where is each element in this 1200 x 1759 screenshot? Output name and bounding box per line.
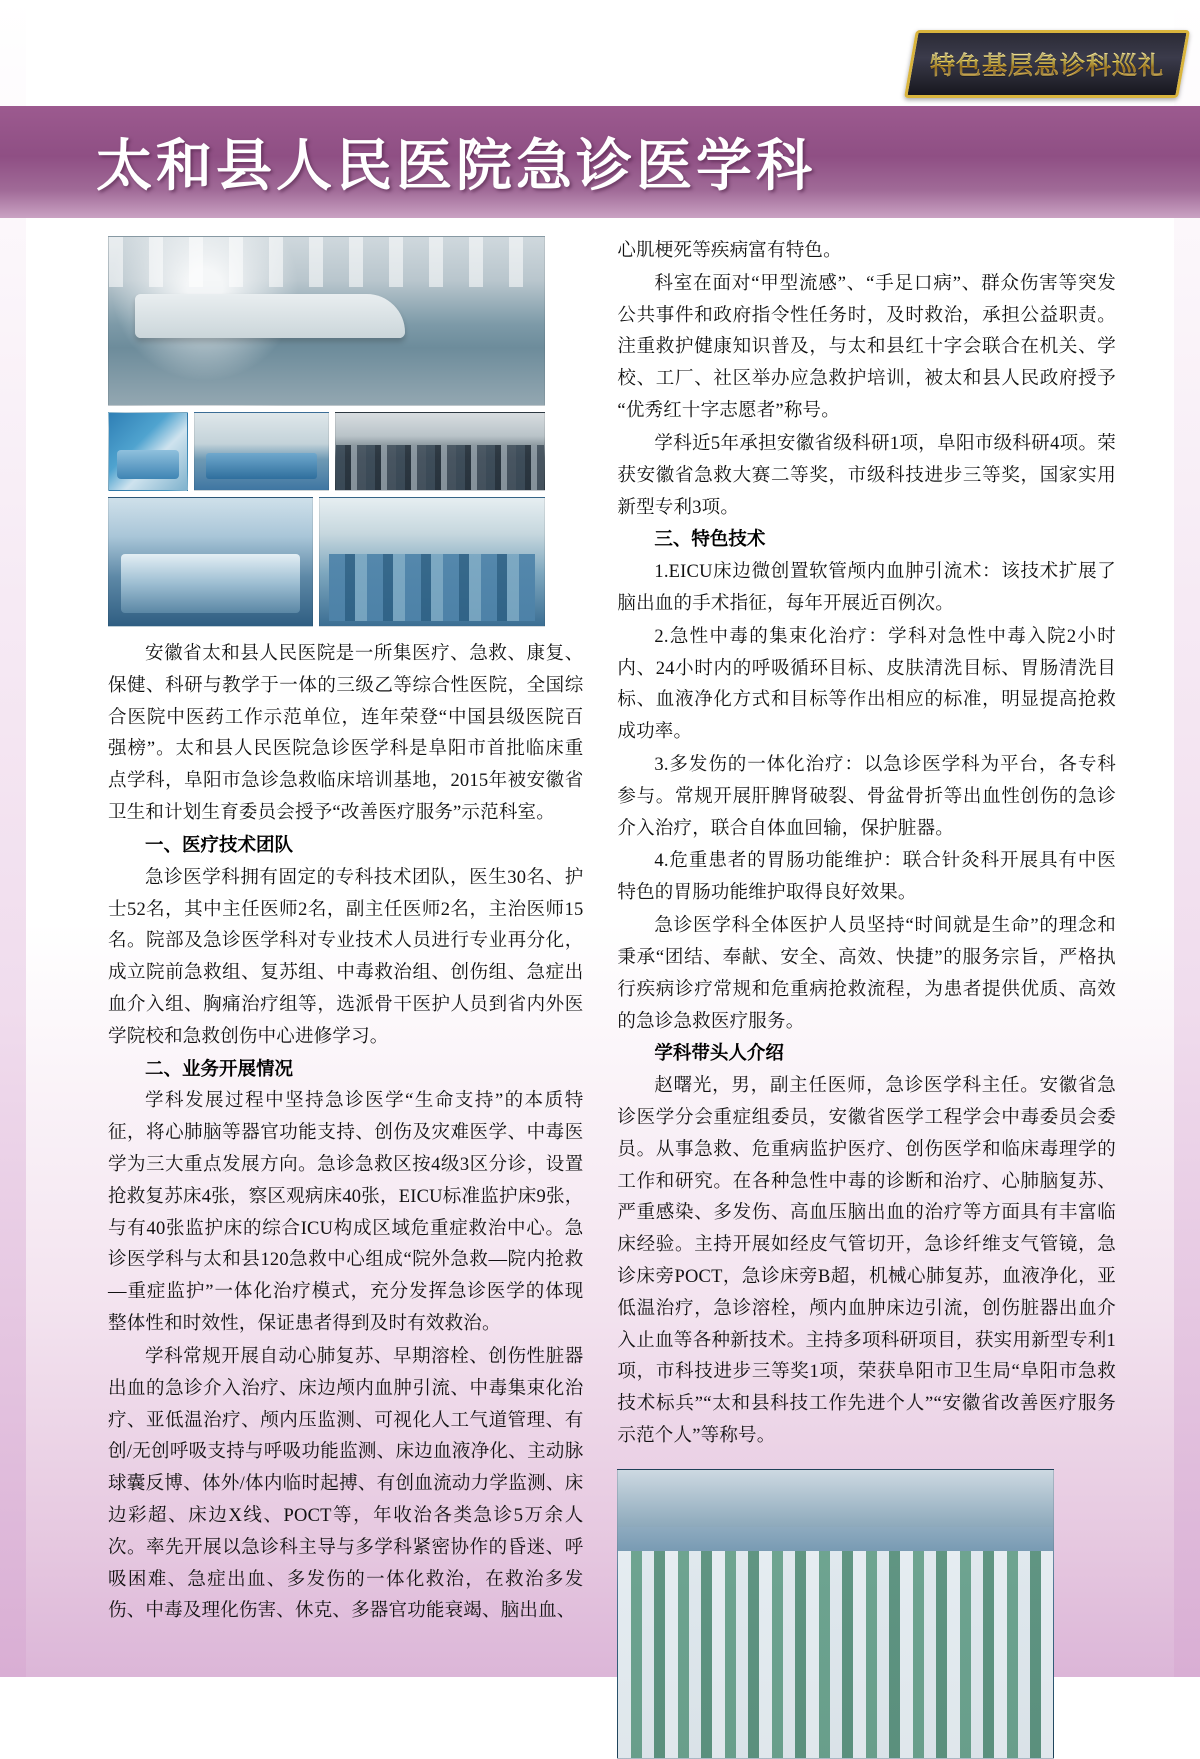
leader-biography: 赵曙光，男，副主任医师，急诊医学科主任。安徽省急诊医学分会重症组委员，安徽省医学工程学会中毒委员会委员。从事急救、危重病监护医疗、创伤医学和临床毒理学的工作和研究。在各种急性中毒的诊断和治疗、心肺脑复苏、严重感染、多发伤、高血压脑出血的治疗等方面具有丰富临床经验。主持开展如经皮气管切开，急诊纤维支气管镜，急诊床旁POCT，急诊床旁B超，机械心肺复苏，血液净化，亚低温治疗，急诊溶栓，颅内血肿床边引流，创伤脏器出血介入止血等各种新技术。主持多项科研项目，获实用新型专利1项，市科技进步三等奖1项，荣获阜阳市卫生局“阜阳市急救技术标兵”“太和县科技工作先进个人”“安徽省改善医疗服务示范个人”等称号。 bbox=[617, 1076, 1116, 1447]
cpr-training-crowd-photo bbox=[335, 412, 545, 491]
section-heading-technology: 三、特色技术 bbox=[654, 530, 766, 551]
right-column bbox=[617, 236, 1174, 1677]
section-heading-operations: 二、业务开展情况 bbox=[145, 1059, 294, 1080]
closing-paragraph: 急诊医学科全体医护人员坚持“时间就是生命”的理念和秉承“团结、奉献、安全、高效、快捷”的服务宗旨，严格执行疾病诊疗常规和危重病抢救流程，为患者提供优质、高效的急诊急救医疗服务。 bbox=[617, 916, 1116, 1032]
series-ribbon-badge bbox=[904, 30, 1190, 98]
left-column bbox=[26, 236, 583, 1677]
medical-team-ward-round-photo bbox=[319, 497, 545, 627]
continuation-text: 心肌梗死等疾病富有特色。 bbox=[617, 241, 842, 261]
section-heading-leader: 学科带头人介绍 bbox=[654, 1044, 784, 1065]
tech-item-2: 2.急性中毒的集束化治疗：学科对急性中毒入院2小时内、24小时内的呼吸循环目标、皮肤清洗目标、胃肠清洗目标、血液净化方式和目标等作出相应的标准，明显提高抢救成功率。 bbox=[617, 626, 1116, 743]
department-group-photo bbox=[617, 1469, 1054, 1759]
page-title: 太和县人民医院急诊医学科 bbox=[96, 134, 816, 199]
emergency-department-hall-photo bbox=[108, 236, 545, 406]
procedure-treatment-photo bbox=[108, 412, 188, 491]
public-service-paragraph: 科室在面对“甲型流感”、“手足口病”、群众伤害等突发公共事件和政府指令性任务时，及时救治，承担公益职责。注重救护健康知识普及，与太和县红十字会联合在机关、学校、工厂、社区举办应急救护培训，被太和县人民政府授予“优秀红十字志愿者”称号。 bbox=[617, 273, 1116, 422]
tech-item-1: 1.EICU床边微创置软管颅内血肿引流术：该技术扩展了脑出血的手术指征，每年开展近百例次。 bbox=[617, 562, 1116, 614]
icu-bedside-care-photo bbox=[108, 497, 313, 627]
research-paragraph: 学科近5年承担安徽省级科研1项，阜阳市级科研4项。荣获安徽省急救大赛二等奖，市级科技进步三等奖，国家实用新型专利3项。 bbox=[617, 433, 1116, 518]
section-body-operations-2: 学科常规开展自动心肺复苏、早期溶栓、创伤性脏器出血的急诊介入治疗、床边颅内血肿引流、中毒集束化治疗、亚低温治疗、颅内压监测、可视化人工气道管理、有创/无创呼吸支持与呼吸功能监测、床边血液净化、主动脉球囊反博、体外/体内临时起搏、有创血流动力学监测、床边彩超、床边X线、POCT等，年收治各类急诊5万余人次。率先开展以急诊科主导与多学科紧密协作的昏迷、呼吸困难、急症出血、多发伤的一体化救治，在救治多发伤、中毒及理化伤害、休克、多器官功能衰竭、脑出血、 bbox=[108, 1346, 584, 1622]
tech-item-3: 3.多发伤的一体化治疗：以急诊医学科为平台，各专科参与。常规开展肝脾肾破裂、骨盆骨折等出血性创伤的急诊介入治疗，联合自体血回输，保护脏器。 bbox=[617, 755, 1116, 839]
intro-paragraph: 安徽省太和县人民医院是一所集医疗、急救、康复、保健、科研与教学于一体的三级乙等综合性医院，全国综合医院中医药工作示范单位，连年荣登“中国县级医院百强榜”。太和县人民医院急诊医学科是阜阳市首批临床重点学科，阜阳市急诊急救临床培训基地，2015年被安徽省卫生和计划生育委员会授予“改善医疗服务”示范科室。 bbox=[108, 644, 584, 824]
photo-gallery bbox=[108, 236, 545, 627]
group-photo-wrapper bbox=[617, 1469, 1116, 1759]
title-banner bbox=[0, 106, 1200, 218]
photo-row-1 bbox=[108, 412, 545, 491]
section-body-operations-1: 学科发展过程中坚持急诊医学“生命支持”的本质特征，将心肺脑等器官功能支持、创伤及灾难医学、中毒医学为三大重点发展方向。急诊急救区按4级3区分诊，设置抢救复苏床4张，察区观病床40张，EICU标准监护床9张，与有40张监护床的综合ICU构成区域危重症救治中心。急诊医学科与太和县120急救中心组成“院外急救—院内抢救—重症监护”一体化治疗模式，充分发挥急诊医学的体现整体性和时效性，保证患者得到及时有效救治。 bbox=[108, 1091, 584, 1335]
article-content bbox=[0, 218, 1200, 1677]
tech-item-4: 4.危重患者的胃肠功能维护：联合针灸科开展具有中医特色的胃肠功能维护取得良好效果。 bbox=[617, 851, 1116, 904]
two-column-layout bbox=[26, 236, 1174, 1677]
photo-row-2 bbox=[108, 497, 545, 627]
section-heading-team: 一、医疗技术团队 bbox=[145, 835, 294, 856]
series-ribbon-label: 特色基层急诊科巡礼 bbox=[930, 46, 1164, 82]
ward-beds-photo bbox=[194, 412, 329, 491]
section-body-team: 急诊医学科拥有固定的专科技术团队，医生30名、护士52名，其中主任医师2名，副主任医师2名，主治医师15名。院部及急诊医学科对专业技术人员进行专业再分化，成立院前急救组、复苏组、中毒救治组、创伤组、急症出血介入组、胸痛治疗组等，选派骨干医护人员到省内外医学院校和急救创伤中心进修学习。 bbox=[108, 867, 584, 1047]
